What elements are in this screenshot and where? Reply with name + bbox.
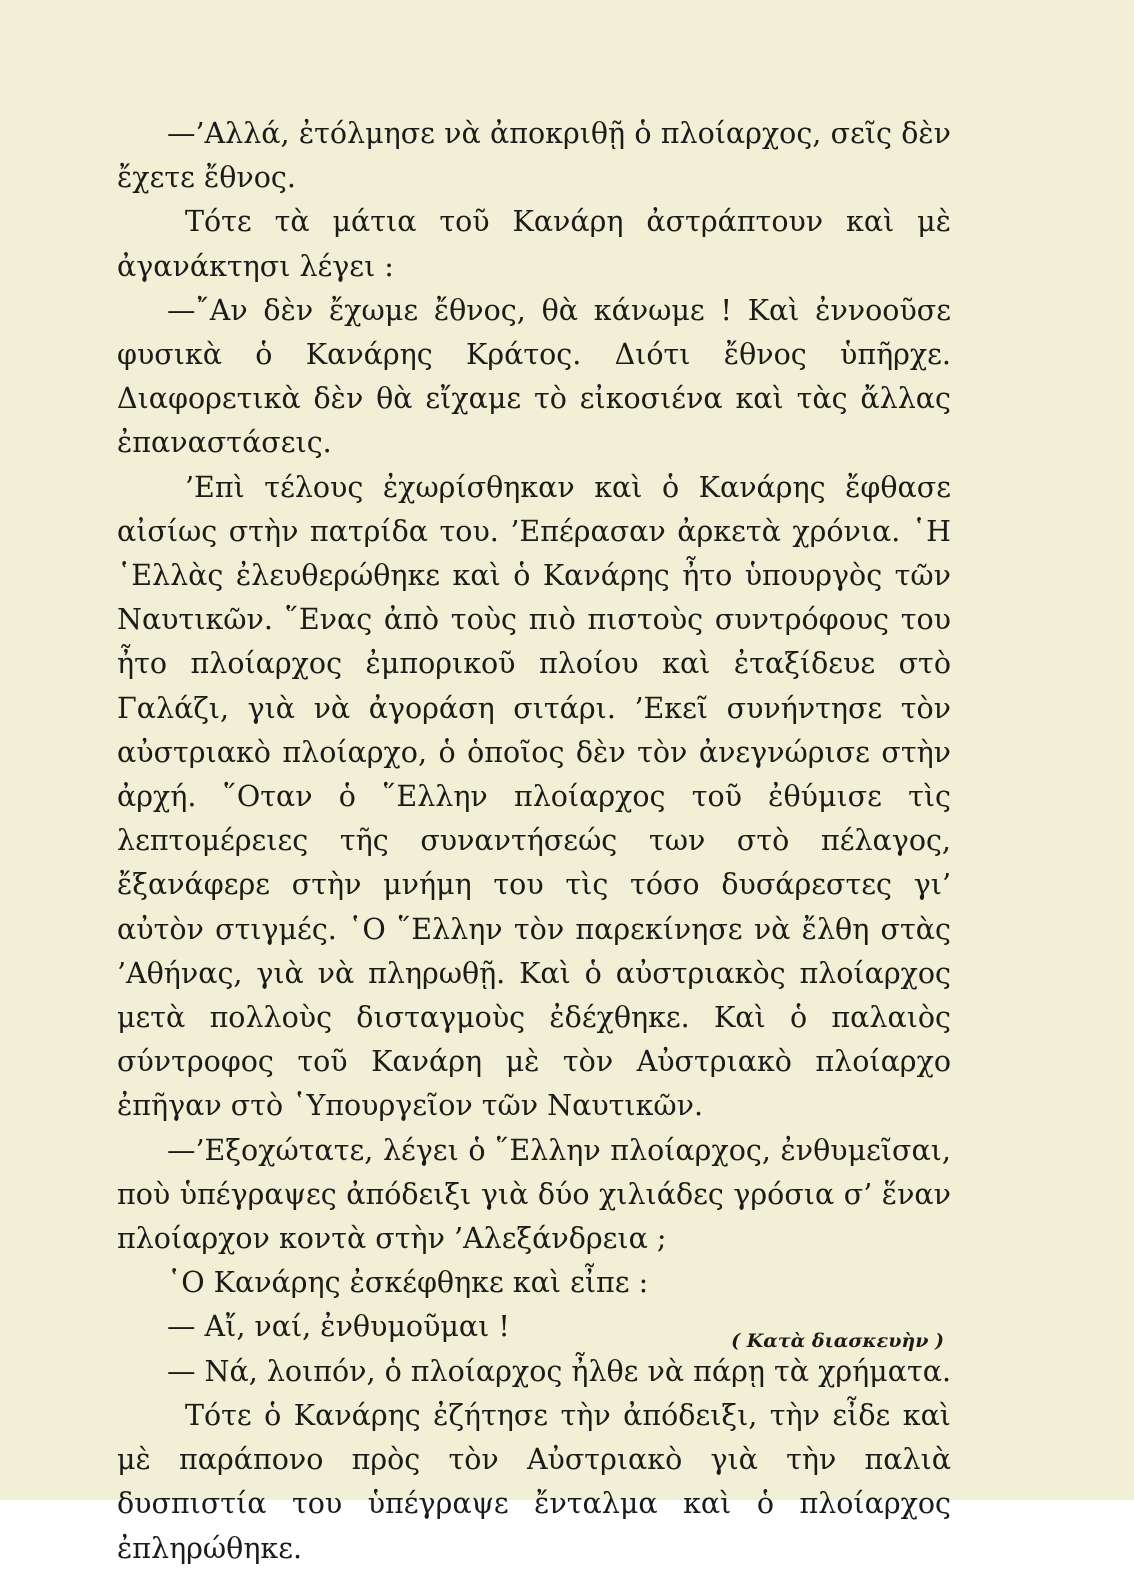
attribution: ( Κατὰ διασκευὴν ) [731,1330,944,1352]
paragraph-7: — Αἴ, ναί, ἐνθυμοῦμαι ! [167,1310,510,1344]
paragraph-1: —’Αλλά, ἐτόλμησε νὰ ἀποκριθῇ ὁ πλοίαρχος, σεῖς δὲν ἔχετε ἔθνος. [117,117,951,195]
paragraph-2: Τότε τὰ μάτια τοῦ Κανάρη ἀστράπτουν καὶ μὲ ἀγανάκτησι λέγει : [117,205,951,283]
paragraph-4: ’Επὶ τέλους ἐχωρίσθηκαν καὶ ὁ Κανάρης ἔφθασε αἰσίως στὴν πατρίδα του. ’Επέρασαν ἀρκετὰ χρόνια. ῾Η ῾Ελλὰς ἐλευθερώθηκε καὶ ὁ Κανάρης ἦτο ὑπουργὸς τῶν Ναυτικῶν. ῞Ενας ἀπὸ τοὺς πιὸ πιστοὺς συντρόφους του ἦτο πλοίαρχος ἐμπορικοῦ πλοίου καὶ ἐταξίδευε στὸ Γαλάζι, γιὰ νὰ ἀγοράση σιτάρι. ’Εκεῖ συνήντησε τὸν αὐστριακὸ πλοίαρχο, ὁ ὁποῖος δὲν τὸν ἀνεγνώρισε στὴν ἀρχή. ῞Οταν ὁ ῞Ελλην πλοίαρχος τοῦ ἐθύμισε τὶς λεπτομέρειες τῆς συναντήσεώς των στὸ πέλαγος, ἔξανάφερε στὴν μνήμη του τὶς τόσο δυσάρεστες γι’ αὐτὸν στιγμές. ῾Ο ῞Ελλην τὸν παρεκίνησε νὰ ἔλθη στὰς ’Αθήνας, γιὰ νὰ πληρωθῇ. Καὶ ὁ αὐστριακὸς πλοίαρχος μετὰ πολλοὺς δισταγμοὺς ἐδέχθηκε. Καὶ ὁ παλαιὸς σύντροφος τοῦ Κανάρη μὲ τὸν Αὐστριακὸ πλοίαρχο ἐπῆγαν στὸ ῾Υπουργεῖον τῶν Ναυτικῶν. [117,470,951,1123]
paragraph-9: Τότε ὁ Κανάρης ἐζήτησε τὴν ἀπόδειξι, τὴν εἶδε καὶ μὲ παράπονο πρὸς τὸν Αὐστριακὸ γιὰ τὴν παλιὰ δυσπιστία του ὑπέγραψε ἔνταλμα καὶ ὁ πλοίαρχος ἐπληρώθηκε. [117,1398,951,1565]
paragraph-6: ῾Ο Κανάρης ἐσκέφθηκε καὶ εἶπε : [167,1266,649,1300]
paragraph-8: — Νά, λοιπόν, ὁ πλοίαρχος ἦλθε νὰ πάρῃ τὰ χρήματα. [167,1354,952,1388]
paragraph-3: —῎Αν δὲν ἔχωμε ἔθνος, θὰ κάνωμε ! Καὶ ἐννοοῦσε φυσικὰ ὁ Κανάρης Κράτος. Διότι ἔθνος ὑπῆρχε. Διαφορετικὰ δὲν θὰ εἴχαμε τὸ εἰκοσιένα καὶ τὰς ἄλλας ἐπαναστάσεις. [117,293,951,460]
paragraph-5: —’Εξοχώτατε, λέγει ὁ ῞Ελλην πλοίαρχος, ἐνθυμεῖσαι, ποὺ ὑπέγραψες ἀπόδειξι γιὰ δύο χιλιάδες γρόσια σ’ ἕναν πλοίαρχον κοντὰ στὴν ’Αλεξάνδρεια ; [117,1133,951,1256]
